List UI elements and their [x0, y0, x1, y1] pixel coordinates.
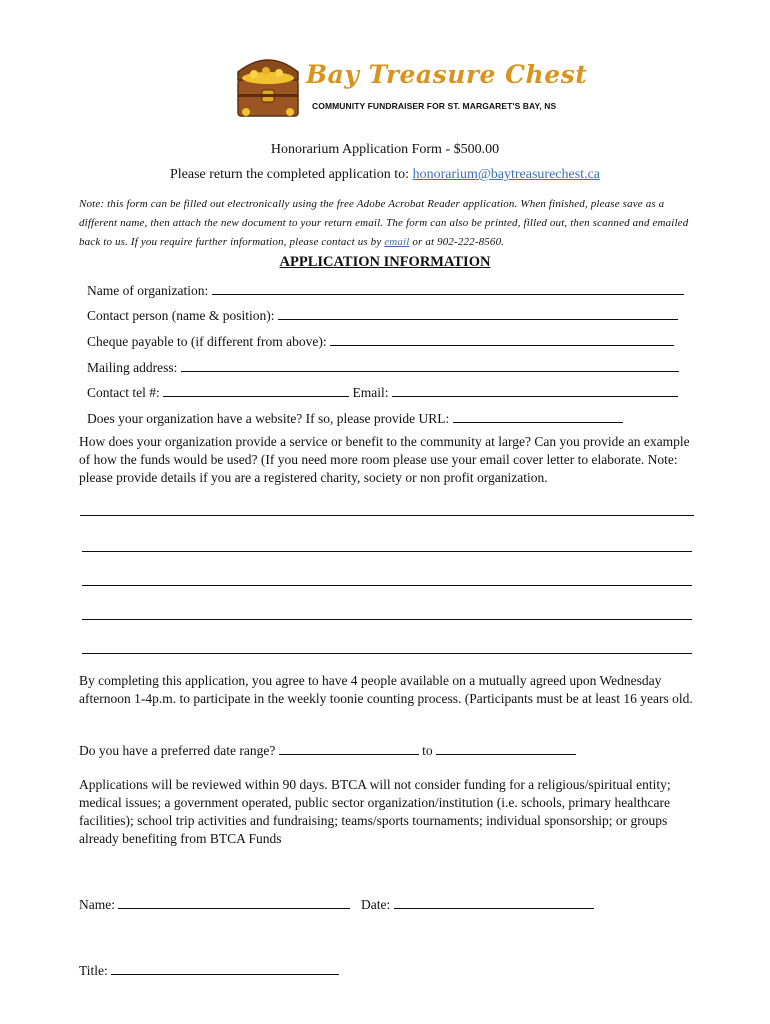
date-range-start-field[interactable]	[279, 742, 419, 755]
note	[79, 195, 699, 252]
return-line	[0, 167, 770, 183]
name-row	[79, 896, 350, 913]
contact-tel-field[interactable]	[163, 384, 349, 397]
date-field[interactable]	[394, 896, 594, 909]
cheque-field[interactable]	[330, 333, 674, 346]
logo-title: Bay Treasure Chest	[306, 60, 588, 89]
date-range-row	[79, 742, 576, 759]
mailing-field[interactable]	[181, 359, 679, 372]
mailing-row	[87, 359, 679, 376]
note-text-after: or at 902-222-8560.	[409, 236, 505, 248]
email-field[interactable]	[392, 384, 678, 397]
org-name-field[interactable]	[212, 282, 684, 295]
form-title: Honorarium Application Form - $500.00	[270, 142, 500, 157]
note-email-link[interactable]: email	[384, 236, 410, 248]
contact-person-label: Contact person (name & position):	[87, 308, 275, 323]
service-question: How does your organization provide a service or benefit to the community at large? Can you provide an example of how the funds would be used? (If you need more room please use your email cover letter to elaborate. Note: please provide details if you are a registered charity, society or non profit organization.	[79, 434, 690, 485]
contact-person-field[interactable]	[278, 307, 678, 320]
answer-line[interactable]	[82, 551, 692, 552]
logo-tagline: COMMUNITY FUNDRAISER FOR ST. MARGARET'S BAY, NS	[312, 101, 557, 111]
answer-line[interactable]	[80, 515, 694, 516]
org-name-label: Name of organization:	[87, 283, 209, 298]
answer-line[interactable]	[82, 653, 692, 654]
date-label: Date:	[361, 897, 391, 912]
name-field[interactable]	[118, 896, 350, 909]
contact-tel-row	[87, 384, 678, 401]
contact-tel-label: Contact tel #:	[87, 385, 160, 400]
answer-line[interactable]	[82, 619, 692, 620]
note-text: Note: this form can be filled out electronically using the free Adobe Acrobat Reader application. When finished, please save as a different name, then attach the new document to your return email. The form can also be printed, filled out, then scanned and emailed back to us. If you require further information, please contact us by	[79, 198, 689, 248]
date-range-label: Do you have a preferred date range?	[79, 743, 276, 758]
date-range-to: to	[422, 743, 433, 758]
answer-line[interactable]	[82, 585, 692, 586]
section-heading: APPLICATION INFORMATION	[279, 254, 491, 270]
date-range-end-field[interactable]	[436, 742, 576, 755]
mailing-label: Mailing address:	[87, 360, 178, 375]
date-row	[361, 896, 594, 913]
agreement-text: By completing this application, you agree to have 4 people available on a mutually agreed upon Wednesday afternoon 1-4p.m. to participate in the weekly toonie counting process. (Participants must be at least 16 years old.	[79, 673, 693, 706]
name-label: Name:	[79, 897, 115, 912]
cheque-label: Cheque payable to (if different from above):	[87, 334, 327, 349]
cheque-row	[87, 333, 674, 350]
title-row	[79, 962, 339, 979]
website-row	[87, 410, 623, 427]
contact-person-row	[87, 307, 678, 324]
title-field[interactable]	[111, 962, 339, 975]
title-label: Title:	[79, 963, 108, 978]
website-label: Does your organization have a website? If so, please provide URL:	[87, 411, 450, 426]
treasure-chest-icon	[232, 50, 304, 120]
org-name-row	[87, 282, 684, 299]
return-email-link[interactable]: honorarium@baytreasurechest.ca	[412, 167, 600, 182]
email-label: Email:	[352, 385, 389, 400]
review-text: Applications will be reviewed within 90 days. BTCA will not consider funding for a religious/spiritual entity; medical issues; a government operated, public sector organization/institution (i.e. schools, primary healthcare facilities); school trip activities and fundraising; teams/sports tournaments; individual sponsorship; or groups already benefiting from BTCA Funds	[79, 777, 671, 846]
return-text: Please return the completed application to:	[169, 167, 413, 182]
website-field[interactable]	[453, 410, 623, 423]
